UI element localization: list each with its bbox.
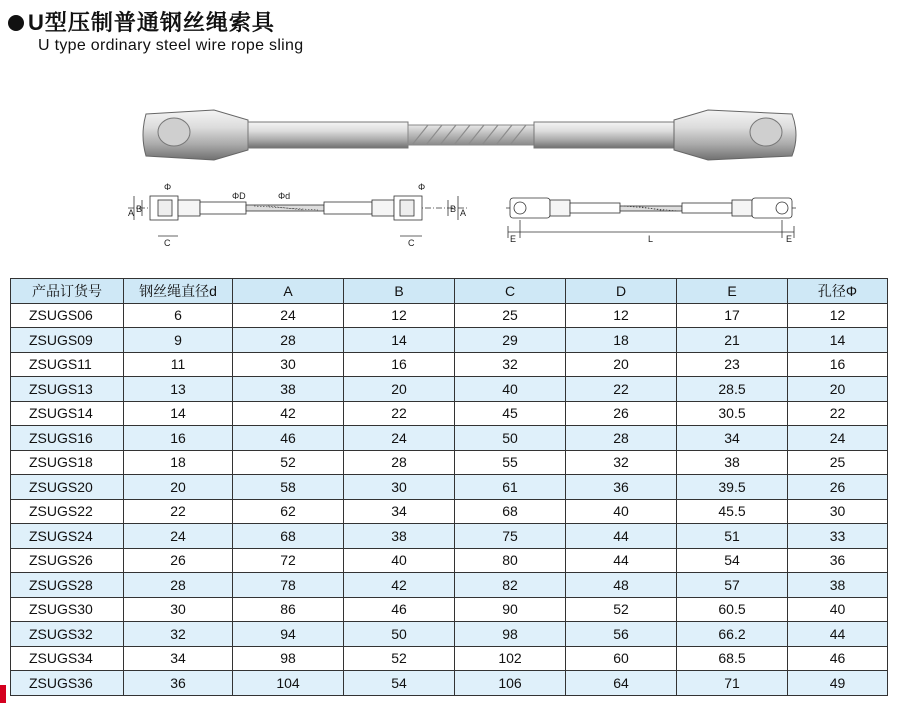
cell-hole-diameter: 12 (788, 303, 888, 328)
table-row (11, 548, 888, 573)
cell-d: 40 (566, 499, 677, 524)
table-row (11, 622, 888, 647)
cell-a: 24 (233, 303, 344, 328)
red-edge-mark (0, 685, 6, 703)
cell-b: 38 (344, 524, 455, 549)
dim-label-a-left: A (128, 208, 135, 218)
table-row (11, 377, 888, 402)
cell-d: 36 (566, 475, 677, 500)
cell-rope-diameter: 6 (124, 303, 233, 328)
cell-c: 102 (455, 646, 566, 671)
cell-c: 40 (455, 377, 566, 402)
cell-b: 54 (344, 671, 455, 696)
cell-rope-diameter: 16 (124, 426, 233, 451)
cell-rope-diameter: 36 (124, 671, 233, 696)
cell-d: 60 (566, 646, 677, 671)
dim-label-e-right: E (786, 234, 793, 244)
cell-b: 20 (344, 377, 455, 402)
cell-rope-diameter: 34 (124, 646, 233, 671)
cell-b: 34 (344, 499, 455, 524)
cell-c: 80 (455, 548, 566, 573)
table-row (11, 426, 888, 451)
cell-a: 52 (233, 450, 344, 475)
dim-label-phi-right: Φ (418, 182, 426, 192)
table-row (11, 328, 888, 353)
cell-e: 60.5 (677, 597, 788, 622)
cell-d: 18 (566, 328, 677, 353)
cell-hole-diameter: 49 (788, 671, 888, 696)
cell-e: 38 (677, 450, 788, 475)
cell-a: 28 (233, 328, 344, 353)
cell-rope-diameter: 32 (124, 622, 233, 647)
cell-rope-diameter: 24 (124, 524, 233, 549)
cell-order-no: ZSUGS11 (11, 352, 124, 377)
cell-b: 22 (344, 401, 455, 426)
cell-d: 26 (566, 401, 677, 426)
cell-a: 46 (233, 426, 344, 451)
cell-e: 34 (677, 426, 788, 451)
cell-order-no: ZSUGS16 (11, 426, 124, 451)
header-b: B (344, 279, 455, 304)
table-row (11, 352, 888, 377)
cell-hole-diameter: 44 (788, 622, 888, 647)
cell-e: 71 (677, 671, 788, 696)
cell-order-no: ZSUGS13 (11, 377, 124, 402)
header-c: C (455, 279, 566, 304)
cell-order-no: ZSUGS24 (11, 524, 124, 549)
cell-d: 20 (566, 352, 677, 377)
dim-label-phid-lower: Φd (278, 191, 291, 201)
cell-order-no: ZSUGS14 (11, 401, 124, 426)
header-rope-diameter: 钢丝绳直径d (124, 279, 233, 304)
cell-order-no: ZSUGS26 (11, 548, 124, 573)
cell-hole-diameter: 14 (788, 328, 888, 353)
table-row (11, 524, 888, 549)
table-row (11, 499, 888, 524)
cell-b: 24 (344, 426, 455, 451)
cell-hole-diameter: 40 (788, 597, 888, 622)
cell-a: 104 (233, 671, 344, 696)
cell-a: 94 (233, 622, 344, 647)
left-pin-head (158, 118, 190, 146)
cell-d: 52 (566, 597, 677, 622)
dim-label-b-left: B (136, 204, 143, 214)
cell-e: 66.2 (677, 622, 788, 647)
cell-a: 62 (233, 499, 344, 524)
cell-hole-diameter: 46 (788, 646, 888, 671)
cell-b: 16 (344, 352, 455, 377)
cell-d: 32 (566, 450, 677, 475)
cell-e: 54 (677, 548, 788, 573)
cell-order-no: ZSUGS09 (11, 328, 124, 353)
cell-e: 23 (677, 352, 788, 377)
product-photo (140, 100, 800, 170)
cell-c: 75 (455, 524, 566, 549)
spec-table (10, 278, 888, 696)
cell-hole-diameter: 20 (788, 377, 888, 402)
header-e: E (677, 279, 788, 304)
cell-order-no: ZSUGS34 (11, 646, 124, 671)
cell-a: 42 (233, 401, 344, 426)
dim-label-e-left: E (510, 234, 517, 244)
cell-hole-diameter: 36 (788, 548, 888, 573)
cell-c: 68 (455, 499, 566, 524)
cell-c: 45 (455, 401, 566, 426)
cell-order-no: ZSUGS22 (11, 499, 124, 524)
cell-rope-diameter: 13 (124, 377, 233, 402)
header-a: A (233, 279, 344, 304)
cell-hole-diameter: 24 (788, 426, 888, 451)
cell-hole-diameter: 30 (788, 499, 888, 524)
table-row (11, 597, 888, 622)
cell-d: 44 (566, 548, 677, 573)
cell-d: 22 (566, 377, 677, 402)
cell-rope-diameter: 20 (124, 475, 233, 500)
table-row (11, 646, 888, 671)
cell-c: 98 (455, 622, 566, 647)
table-row (11, 475, 888, 500)
cell-e: 51 (677, 524, 788, 549)
cell-b: 14 (344, 328, 455, 353)
dim-label-b-right: B (450, 204, 457, 214)
cell-e: 68.5 (677, 646, 788, 671)
cell-b: 28 (344, 450, 455, 475)
cell-c: 106 (455, 671, 566, 696)
cell-b: 12 (344, 303, 455, 328)
table-row (11, 573, 888, 598)
cell-hole-diameter: 25 (788, 450, 888, 475)
cell-order-no: ZSUGS20 (11, 475, 124, 500)
dim-label-phi-left: Φ (164, 182, 172, 192)
right-pin-head (750, 118, 782, 146)
cell-d: 56 (566, 622, 677, 647)
cell-c: 61 (455, 475, 566, 500)
cell-b: 50 (344, 622, 455, 647)
cell-e: 28.5 (677, 377, 788, 402)
cell-d: 28 (566, 426, 677, 451)
cell-c: 32 (455, 352, 566, 377)
cell-c: 82 (455, 573, 566, 598)
cell-rope-diameter: 22 (124, 499, 233, 524)
dim-label-a-right: A (460, 208, 467, 218)
header-d: D (566, 279, 677, 304)
cell-hole-diameter: 22 (788, 401, 888, 426)
cell-rope-diameter: 18 (124, 450, 233, 475)
technical-drawing-top (506, 178, 796, 248)
cell-b: 40 (344, 548, 455, 573)
cell-b: 52 (344, 646, 455, 671)
cell-e: 30.5 (677, 401, 788, 426)
technical-drawing-side (128, 178, 468, 248)
cell-a: 72 (233, 548, 344, 573)
page-title (8, 6, 275, 37)
cell-a: 98 (233, 646, 344, 671)
cell-a: 68 (233, 524, 344, 549)
cell-a: 30 (233, 352, 344, 377)
cell-hole-diameter: 16 (788, 352, 888, 377)
cell-e: 39.5 (677, 475, 788, 500)
cell-rope-diameter: 30 (124, 597, 233, 622)
table-header-row (11, 279, 888, 304)
cell-rope-diameter: 14 (124, 401, 233, 426)
cell-order-no: ZSUGS30 (11, 597, 124, 622)
dim-label-l: L (648, 234, 654, 244)
cell-order-no: ZSUGS32 (11, 622, 124, 647)
cell-d: 12 (566, 303, 677, 328)
cell-hole-diameter: 26 (788, 475, 888, 500)
left-sleeve (248, 122, 408, 148)
header-order-no: 产品订货号 (11, 279, 124, 304)
cell-b: 42 (344, 573, 455, 598)
cell-a: 38 (233, 377, 344, 402)
right-sleeve (534, 122, 674, 148)
cell-c: 50 (455, 426, 566, 451)
cell-rope-diameter: 28 (124, 573, 233, 598)
table-row (11, 671, 888, 696)
table-row (11, 450, 888, 475)
table-row (11, 303, 888, 328)
cell-d: 44 (566, 524, 677, 549)
cell-a: 86 (233, 597, 344, 622)
cell-c: 29 (455, 328, 566, 353)
cell-e: 45.5 (677, 499, 788, 524)
cell-a: 58 (233, 475, 344, 500)
dim-label-c-left: C (164, 238, 171, 248)
cell-order-no: ZSUGS06 (11, 303, 124, 328)
cell-order-no: ZSUGS36 (11, 671, 124, 696)
cell-e: 17 (677, 303, 788, 328)
page-subtitle: U type ordinary steel wire rope sling (38, 37, 304, 54)
cell-a: 78 (233, 573, 344, 598)
cell-order-no: ZSUGS28 (11, 573, 124, 598)
dim-label-phid-upper: ΦD (232, 191, 246, 201)
cell-rope-diameter: 26 (124, 548, 233, 573)
cell-rope-diameter: 11 (124, 352, 233, 377)
cell-d: 64 (566, 671, 677, 696)
bullet-icon (8, 15, 24, 31)
cell-rope-diameter: 9 (124, 328, 233, 353)
cell-hole-diameter: 38 (788, 573, 888, 598)
cell-order-no: ZSUGS18 (11, 450, 124, 475)
cell-b: 30 (344, 475, 455, 500)
cell-c: 90 (455, 597, 566, 622)
title-cn-text: U型压制普通钢丝绳索具 (28, 10, 275, 35)
cell-d: 48 (566, 573, 677, 598)
table-row (11, 401, 888, 426)
cell-c: 55 (455, 450, 566, 475)
cell-e: 57 (677, 573, 788, 598)
cell-b: 46 (344, 597, 455, 622)
dim-label-c-right: C (408, 238, 415, 248)
cell-hole-diameter: 33 (788, 524, 888, 549)
cell-c: 25 (455, 303, 566, 328)
header-hole-diameter: 孔径Φ (788, 279, 888, 304)
cell-e: 21 (677, 328, 788, 353)
